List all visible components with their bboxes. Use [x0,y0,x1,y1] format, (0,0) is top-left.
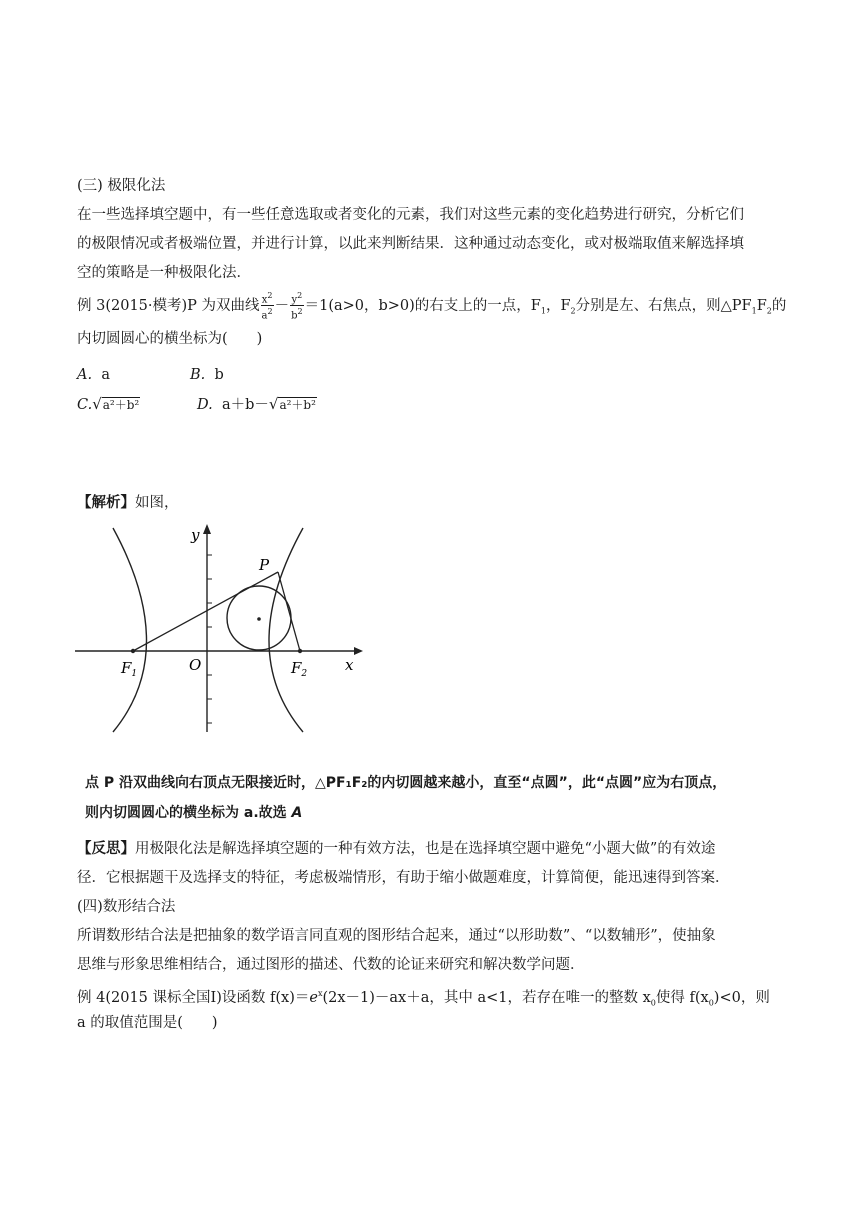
segment-pf1 [133,572,278,651]
solution-explanation-line2: 则内切圆圆心的横坐标为 a.故选 A [85,805,303,821]
option-b: B. b [190,367,224,383]
section-heading-4: (四)数形结合法 [77,899,176,915]
point-p-label: P [259,556,270,574]
fraction-y2-b2: $\frac{y^2}{b^2}$ [291,291,303,322]
paragraph-line: 的极限情况或者极端位置，并进行计算，以此来判断结果．这种通过动态变化，或对极端取值来解选择填 [77,236,744,252]
incircle-center [257,617,261,621]
example-3-question: 例 3(2015·模考)P 为双曲线 $\frac{x^2}{a^2}$ － $\frac{y^2}{b^2}$ ＝1(a>0，b>0)的右支上的一点，$F_1$，$F_2$分别是左、右焦点，则$\triangle PF_1F_2$的 [77,291,787,322]
option-d: D. a＋b－√a²＋b² [197,395,316,413]
option-a: A. a [77,367,110,383]
origin-label: O [189,656,202,674]
f1-label: $F_1$ [121,659,138,679]
point-f2 [298,649,302,653]
paragraph-line: 所谓数形结合法是把抽象的数学语言同直观的图形结合起来，通过“以形助数”、“以数辅形”，使抽象 [77,928,716,944]
point-f1 [131,649,135,653]
f2-label: $F_2$ [291,659,308,679]
example-3-question-line2: 内切圆圆心的横坐标为( ) [77,331,263,347]
x-axis-label: x [345,656,354,674]
paragraph-line: 在一些选择填空题中，有一些任意选取或者变化的元素，我们对这些元素的变化趋势进行研究，分析它们 [77,207,744,223]
y-axis-label: y [191,526,200,544]
fraction-x2-a2: $\frac{x^2}{a^2}$ [261,291,273,322]
option-c: C.√a²＋b² [77,395,140,413]
paragraph-line: 空的策略是一种极限化法． [77,265,251,281]
example-4-question-line2: a 的取值范围是( ) [77,1015,218,1031]
solution-line: 【解析】如图， [77,495,179,511]
segment-pf2 [278,572,300,651]
y-axis-arrow-icon [203,524,211,534]
section-heading-3: (三) 极限化法 [77,178,166,194]
hyperbola-incircle-figure [75,520,365,735]
paragraph-line: 思维与形象思维相结合，通过图形的描述、代数的论证来研究和解决数学问题． [77,957,585,973]
reflection-line1: 【反思】用极限化法是解选择填空题的一种有效方法，也是在选择填空题中避免“小题大做”的有效途 [77,841,716,857]
example-4-question: 例 4(2015 课标全国Ⅰ)设函数 $f(x)=e^x(2x-1)-ax+a$，其中 a<1，若存在唯一的整数 $x_0$使得 $f(x_0)<0$，则 [77,989,770,1008]
reflection-line2: 径．它根据题干及选择支的特征，考虑极端情形，有助于缩小做题难度，计算简便，能迅速得到答案． [77,870,730,886]
hyperbola-right-branch [269,528,303,732]
hyperbola-left-branch [113,528,147,732]
x-axis-arrow-icon [354,647,363,655]
solution-explanation-line1: 点 P 沿双曲线向右顶点无限接近时，△PF₁F₂的内切圆越来越小，直至“点圆”，此“点圆”应为右顶点， [85,775,727,791]
